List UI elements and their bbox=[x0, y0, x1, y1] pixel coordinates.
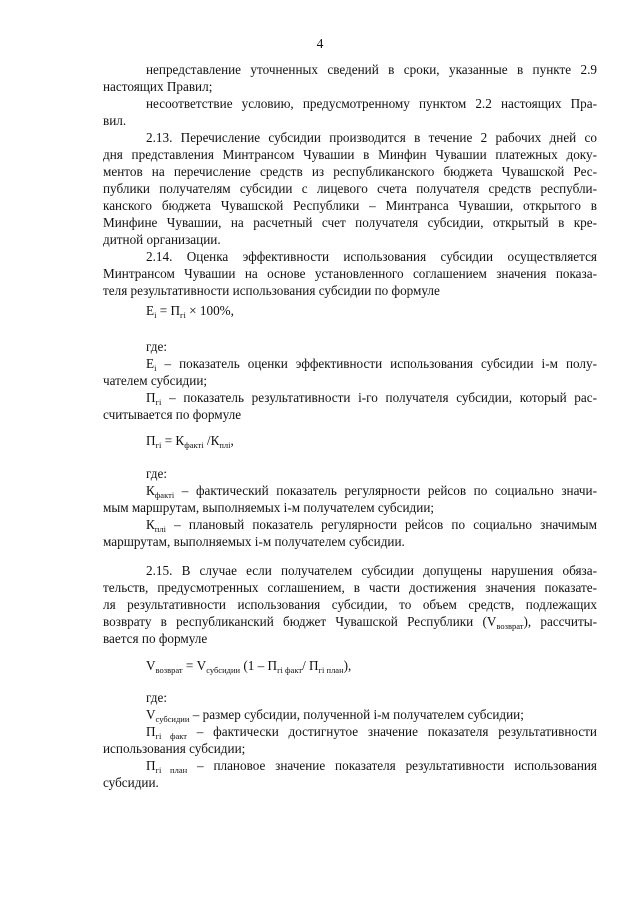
text-line: 2.13. Перечисление субсидии производится в течение 2 рабочих дней со bbox=[146, 130, 597, 145]
text-line: $К_{плi}$ – плановый показатель регулярности рейсов по социально значимым bbox=[146, 517, 597, 534]
text-line: возврату в республиканский бюджет Чувашской Республики $(V_{возврат})$, рассчиты- bbox=[103, 614, 597, 631]
text-line: $К_{фактi}$ – фактический показатель регулярности рейсов по социально значи- bbox=[146, 483, 597, 500]
text-line: публики получателям субсидии с лицевого счета получателя средств республи- bbox=[103, 181, 597, 196]
text-line: $П_{гi факт}$ – фактически достигнутое значение показателя результативности bbox=[146, 724, 597, 741]
text-line: чателем субсидии; bbox=[103, 373, 208, 388]
text-line: канского бюджета Чувашской Республики – Минтранса Чувашии, открытого в bbox=[103, 198, 597, 213]
text-line: где: bbox=[146, 466, 167, 481]
text-line: дитной организации. bbox=[103, 232, 221, 247]
text-line: непредставление уточненных сведений в сроки, указанные в пункте 2.9 bbox=[146, 62, 597, 77]
page-number: 4 bbox=[316, 36, 324, 51]
formula-refund: $V_{возврат} = V_{субсидии}$ ($1 - П_{гi факт}/$ $П_{гi план}$), bbox=[146, 658, 352, 675]
formula-performance: $П_{гi} = К_{фактi}$ $/К_{плi}$, bbox=[146, 433, 234, 450]
text-line: 2.14. Оценка эффективности использования субсидии осуществляется bbox=[146, 249, 597, 264]
text-line: $П_{гi}$ – показатель результативности i-го получателя субсидии, который рас- bbox=[146, 390, 597, 407]
text-line: несоответствие условию, предусмотренному пунктом 2.2 настоящих Пра- bbox=[146, 96, 597, 111]
text-line: субсидии. bbox=[103, 775, 159, 790]
text-line: 2.15. В случае если получателем субсидии допущены нарушения обяза- bbox=[146, 563, 597, 578]
text-line: считывается по формуле bbox=[103, 407, 242, 422]
formula-efficiency: $Е_i = П_{гi} \times 100\%$, bbox=[146, 303, 234, 320]
text-line: теля результативности использования субсидии по формуле bbox=[103, 283, 440, 298]
text-line: настоящих Правил; bbox=[103, 79, 213, 94]
text-line: дня представления Минтрансом Чувашии в Минфин Чувашии платежных доку- bbox=[103, 147, 597, 162]
text-line: вил. bbox=[103, 113, 127, 128]
text-line: использования субсидии; bbox=[103, 741, 246, 756]
text-line: где: bbox=[146, 339, 167, 354]
text-line: $П_{гi план}$ – плановое значение показателя результативности использования bbox=[146, 758, 597, 775]
text-line: мым маршрутам, выполняемых i-м получателем субсидии; bbox=[103, 500, 435, 515]
text-line: где: bbox=[146, 690, 167, 705]
text-line: Минфине Чувашии, на расчетный счет получателя субсидии, открытый в кре- bbox=[103, 215, 597, 230]
text-line: Минтрансом Чувашии на основе установленного соглашением значения показа- bbox=[103, 266, 597, 281]
text-line: $Е_i$ – показатель оценки эффективности использования субсидии i-м полу- bbox=[146, 356, 597, 373]
text-line: вается по формуле bbox=[103, 631, 208, 646]
text-line: ля результативности использования субсидии, то объем средств, подлежащих bbox=[103, 597, 597, 612]
text-line: маршрутам, выполняемых i-м получателем субсидии. bbox=[103, 534, 405, 549]
text-line: $V_{субсидии}$ – размер субсидии, полученной i-м получателем субсидии; bbox=[146, 707, 524, 724]
text-line: тельств, предусмотренных соглашением, в части достижения значения показате- bbox=[103, 580, 597, 595]
text-line: ментов на перечисление средств из республиканского бюджета Чувашской Рес- bbox=[103, 164, 597, 179]
